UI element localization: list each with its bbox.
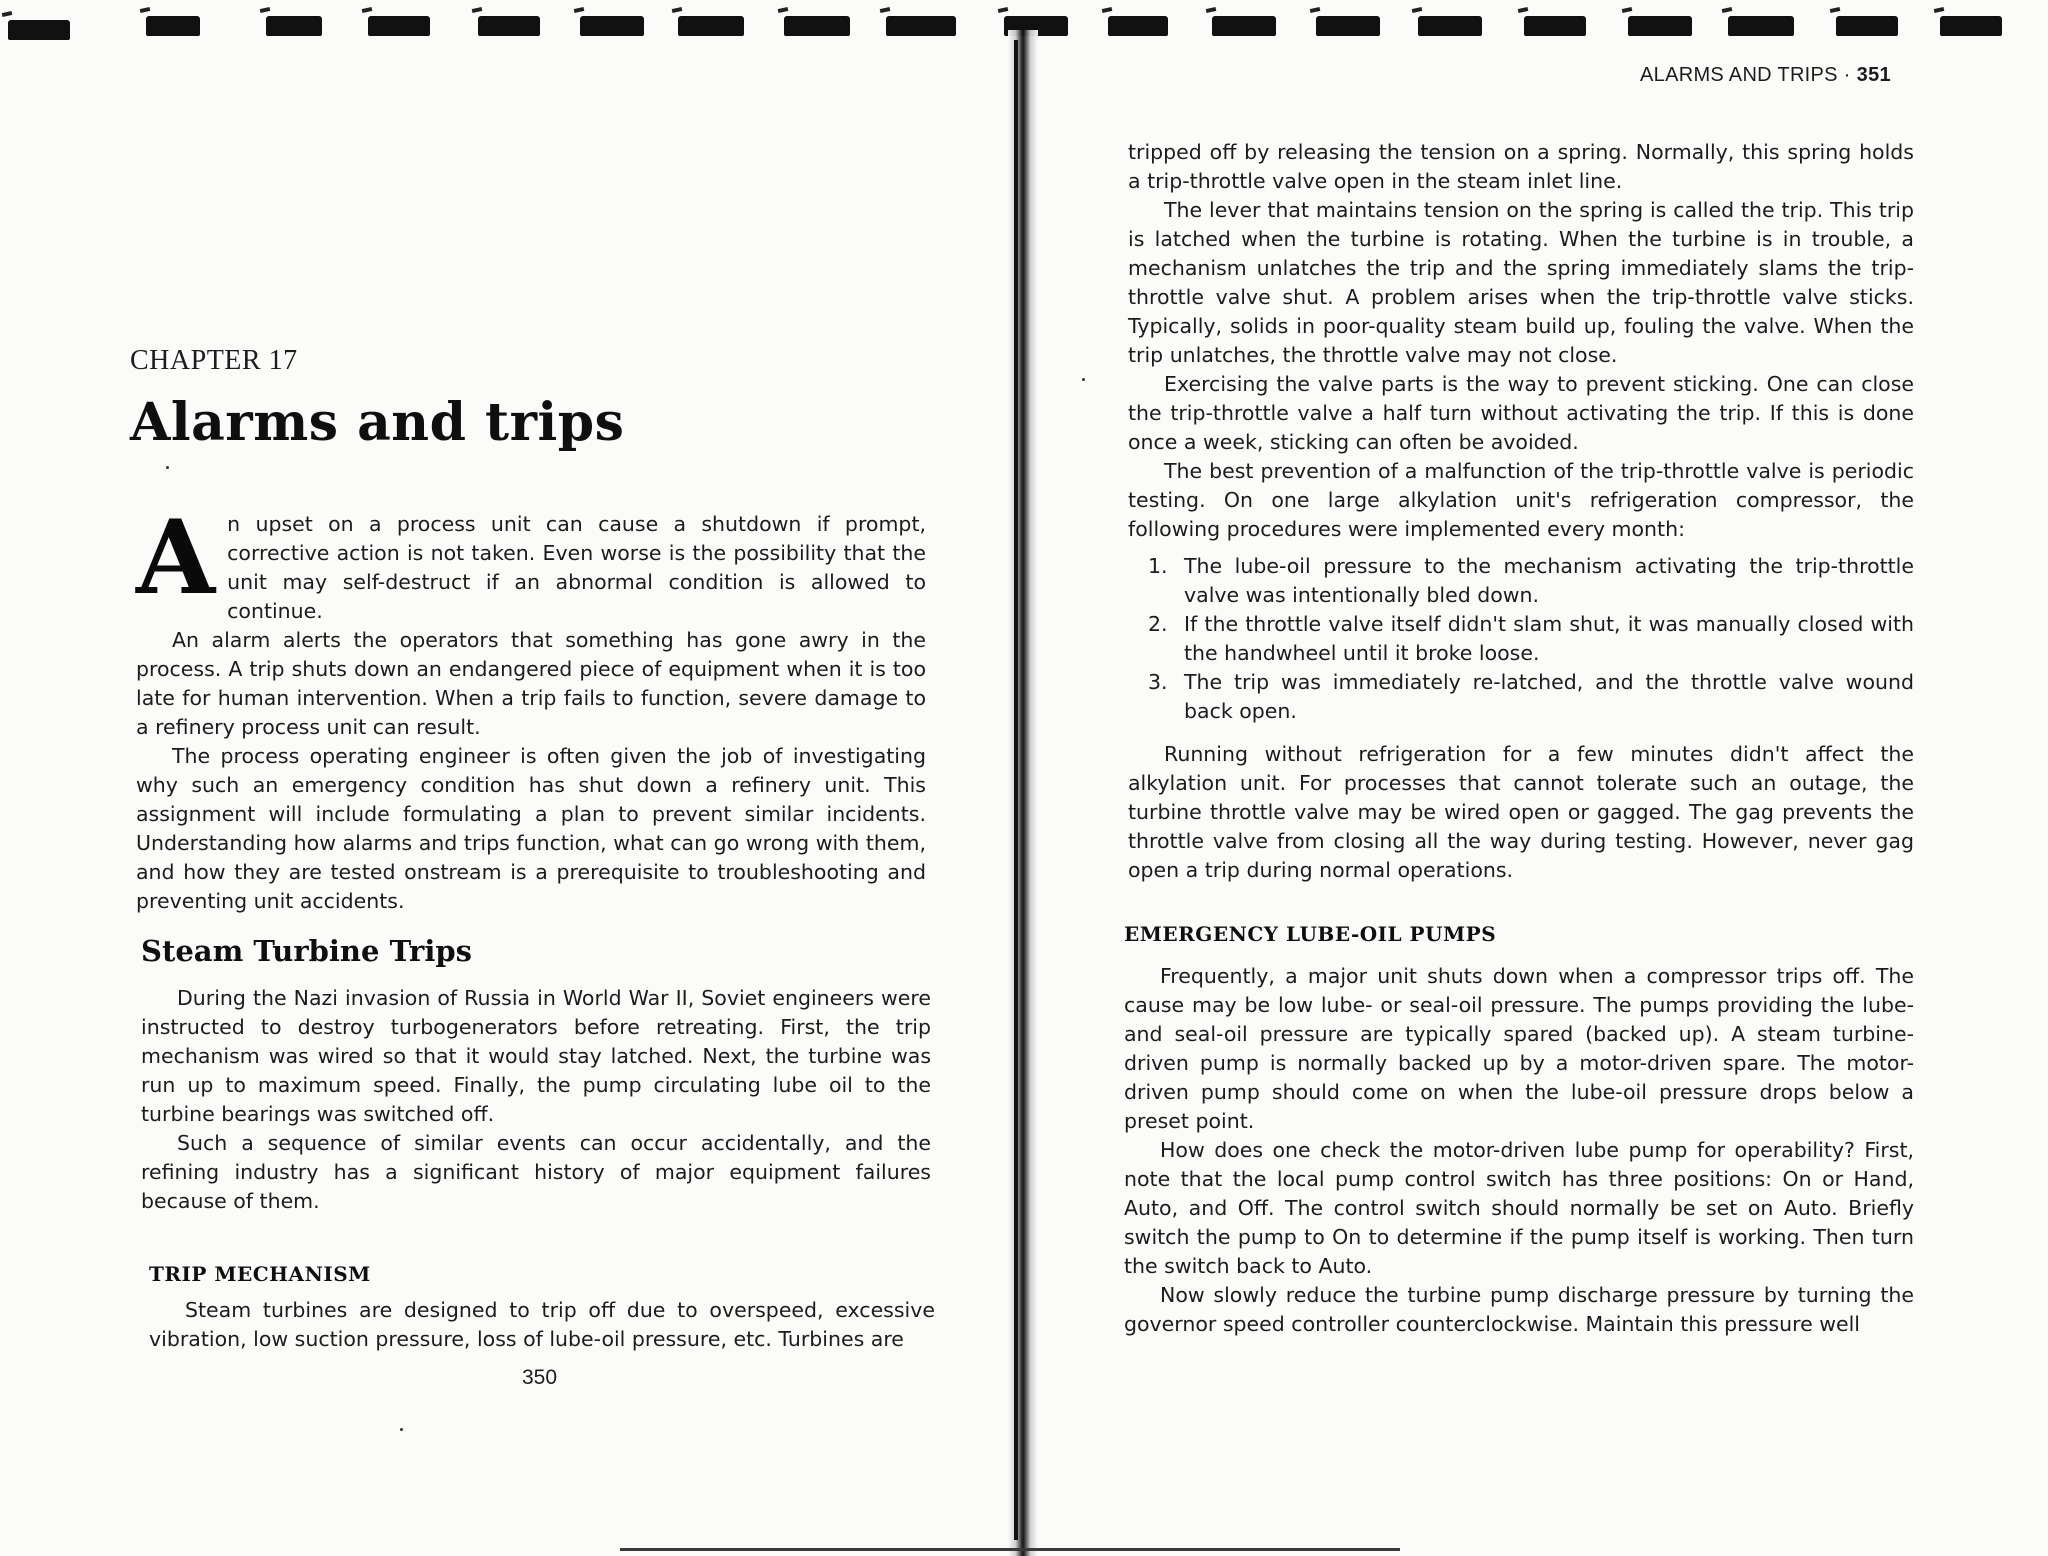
- intro-paragraph-3: The process operating engineer is often given the job of investigating why such an emergency condition has shut down a refinery unit. This assignment will include formulating a plan to prevent similar incidents. Understanding how alarms and trips function, what can go wrong with them, and how they are tested onstream is a prerequisite to troubleshooting and preventing unit accidents.: [136, 744, 926, 913]
- running-head-separator: ·: [1843, 64, 1851, 86]
- scan-speck: [166, 466, 169, 469]
- trip-paragraph-1: Steam turbines are designed to trip off due to overspeed, excessive vibration, low suction pressure, loss of lube-oil pressure, etc. Turbines are: [149, 1298, 935, 1351]
- running-head: [1640, 64, 1891, 87]
- steam-turbine-section: [141, 984, 931, 1216]
- subheading-trip-mechanism: TRIP MECHANISM: [149, 1262, 371, 1286]
- list-item-number: 1.: [1148, 554, 1168, 578]
- binding-tab: [580, 16, 644, 36]
- intro-paragraph-1: [136, 498, 926, 626]
- page-number-left: 350: [522, 1366, 558, 1389]
- list-item-text: If the throttle valve itself didn't slam shut, it was manually closed with the handwheel until it broke loose.: [1184, 612, 1914, 665]
- right-paragraph-1: tripped off by releasing the tension on a spring. Normally, this spring holds a trip-throttle valve open in the steam inlet line.: [1128, 140, 1914, 193]
- right-paragraph-6: Frequently, a major unit shuts down when a compressor trips off. The cause may be low lube- or seal-oil pressure. The pumps providing the lube- and seal-oil pressure are typically spared (backed up). A steam turbine-driven pump is normally backed up by a motor-driven spare. The motor-driven pump should come on when the lube-oil pressure drops below a preset point.: [1124, 964, 1914, 1133]
- list-item: [1148, 552, 1914, 610]
- list-item-text: The lube-oil pressure to the mechanism activating the trip-throttle valve was intentionally bled down.: [1184, 554, 1914, 607]
- dropcap: A: [136, 498, 216, 618]
- gutter-line: [1014, 40, 1018, 1540]
- binding-tab: [8, 20, 70, 40]
- running-head-title: ALARMS AND TRIPS: [1640, 64, 1838, 86]
- scan-speck: [1082, 378, 1085, 381]
- binding-tab: [784, 16, 850, 36]
- subheading-emergency-lube-oil-pumps: EMERGENCY LUBE-OIL PUMPS: [1124, 922, 1497, 946]
- procedure-list: [1148, 552, 1914, 726]
- binding-tab: [1108, 16, 1168, 36]
- binding-tab: [1940, 16, 2002, 36]
- binding-tab: [678, 16, 744, 36]
- right-paragraph-4: The best prevention of a malfunction of the trip-throttle valve is periodic testing. On one large alkylation unit's refrigeration compressor, the following procedures were implemented every month:: [1128, 459, 1914, 541]
- right-paragraph-2: The lever that maintains tension on the spring is called the trip. This trip is latched when the turbine is rotating. When the turbine is in trouble, a mechanism unlatches the trip and the spring immediately slams the trip-throttle valve shut. A problem arises when the trip-throttle valve sticks. Typically, solids in poor-quality steam build up, fouling the valve. When the trip unlatches, the throttle valve may not close.: [1128, 198, 1914, 367]
- binding-tab: [478, 16, 540, 36]
- binding-tab: [368, 16, 430, 36]
- intro-paragraph-1-text: n upset on a process unit can cause a shutdown if prompt, corrective action is not taken. Even worse is the possibility that the unit may self-destruct if an abnormal condition is allowed to continue.: [227, 512, 926, 623]
- right-top-section: [1128, 138, 1914, 544]
- binding-tab: [1628, 16, 1692, 36]
- section-heading-steam-turbine-trips: Steam Turbine Trips: [141, 934, 472, 968]
- right-bottom-section: [1124, 962, 1914, 1339]
- right-paragraph-7: How does one check the motor-driven lube pump for operability? First, note that the local pump control switch has three positions: On or Hand, Auto, and Off. The control switch should normally be set on Auto. Briefly switch the pump to On to determine if the pump itself is working. Then turn the switch back to Auto.: [1124, 1138, 1914, 1278]
- chapter-title: Alarms and trips: [130, 392, 625, 453]
- list-item: [1148, 610, 1914, 668]
- list-item-number: 3.: [1148, 670, 1168, 694]
- steam-paragraph-2: Such a sequence of similar events can occur accidentally, and the refining industry has a significant history of major equipment failures because of them.: [141, 1131, 931, 1213]
- intro-paragraph-2: An alarm alerts the operators that something has gone awry in the process. A trip shuts down an endangered piece of equipment when it is too late for human intervention. When a trip fails to function, severe damage to a refinery process unit can result.: [136, 628, 926, 739]
- binding-tab: [266, 16, 322, 36]
- right-mid-section: [1128, 740, 1914, 885]
- list-item: [1148, 668, 1914, 726]
- list-item-text: The trip was immediately re-latched, and the throttle valve wound back open.: [1184, 670, 1914, 723]
- binding-tab: [146, 16, 200, 36]
- page-bottom-edge: [620, 1548, 1400, 1551]
- right-paragraph-3: Exercising the valve parts is the way to prevent sticking. One can close the trip-throttle valve a half turn without activating the trip. If this is done once a week, sticking can often be avoided.: [1128, 372, 1914, 454]
- binding-tab: [886, 16, 956, 36]
- book-gutter: [1008, 30, 1038, 1556]
- binding-tab: [1524, 16, 1586, 36]
- binding-tab: [1316, 16, 1380, 36]
- scan-speck: [400, 1428, 403, 1431]
- trip-mechanism-section: [149, 1296, 935, 1354]
- right-paragraph-8: Now slowly reduce the turbine pump discharge pressure by turning the governor speed controller counterclockwise. Maintain this pressure well: [1124, 1283, 1914, 1336]
- binding-tab: [1212, 16, 1276, 36]
- intro-section: [136, 498, 926, 916]
- chapter-label: CHAPTER 17: [130, 345, 298, 376]
- binding-tab: [1418, 16, 1482, 36]
- page-number-right: 351: [1856, 64, 1891, 86]
- binding-tab: [1836, 16, 1898, 36]
- binding-tab: [1728, 16, 1794, 36]
- steam-paragraph-1: During the Nazi invasion of Russia in World War II, Soviet engineers were instructed to destroy turbogenerators before retreating. First, the trip mechanism was wired so that it would stay latched. Next, the turbine was run up to maximum speed. Finally, the pump circulating lube oil to the turbine bearings was switched off.: [141, 986, 931, 1126]
- list-item-number: 2.: [1148, 612, 1168, 636]
- right-paragraph-5: Running without refrigeration for a few minutes didn't affect the alkylation unit. For processes that cannot tolerate such an outage, the turbine throttle valve may be wired open or gagged. The gag prevents the throttle valve from closing all the way during testing. However, never gag open a trip during normal operations.: [1128, 742, 1914, 882]
